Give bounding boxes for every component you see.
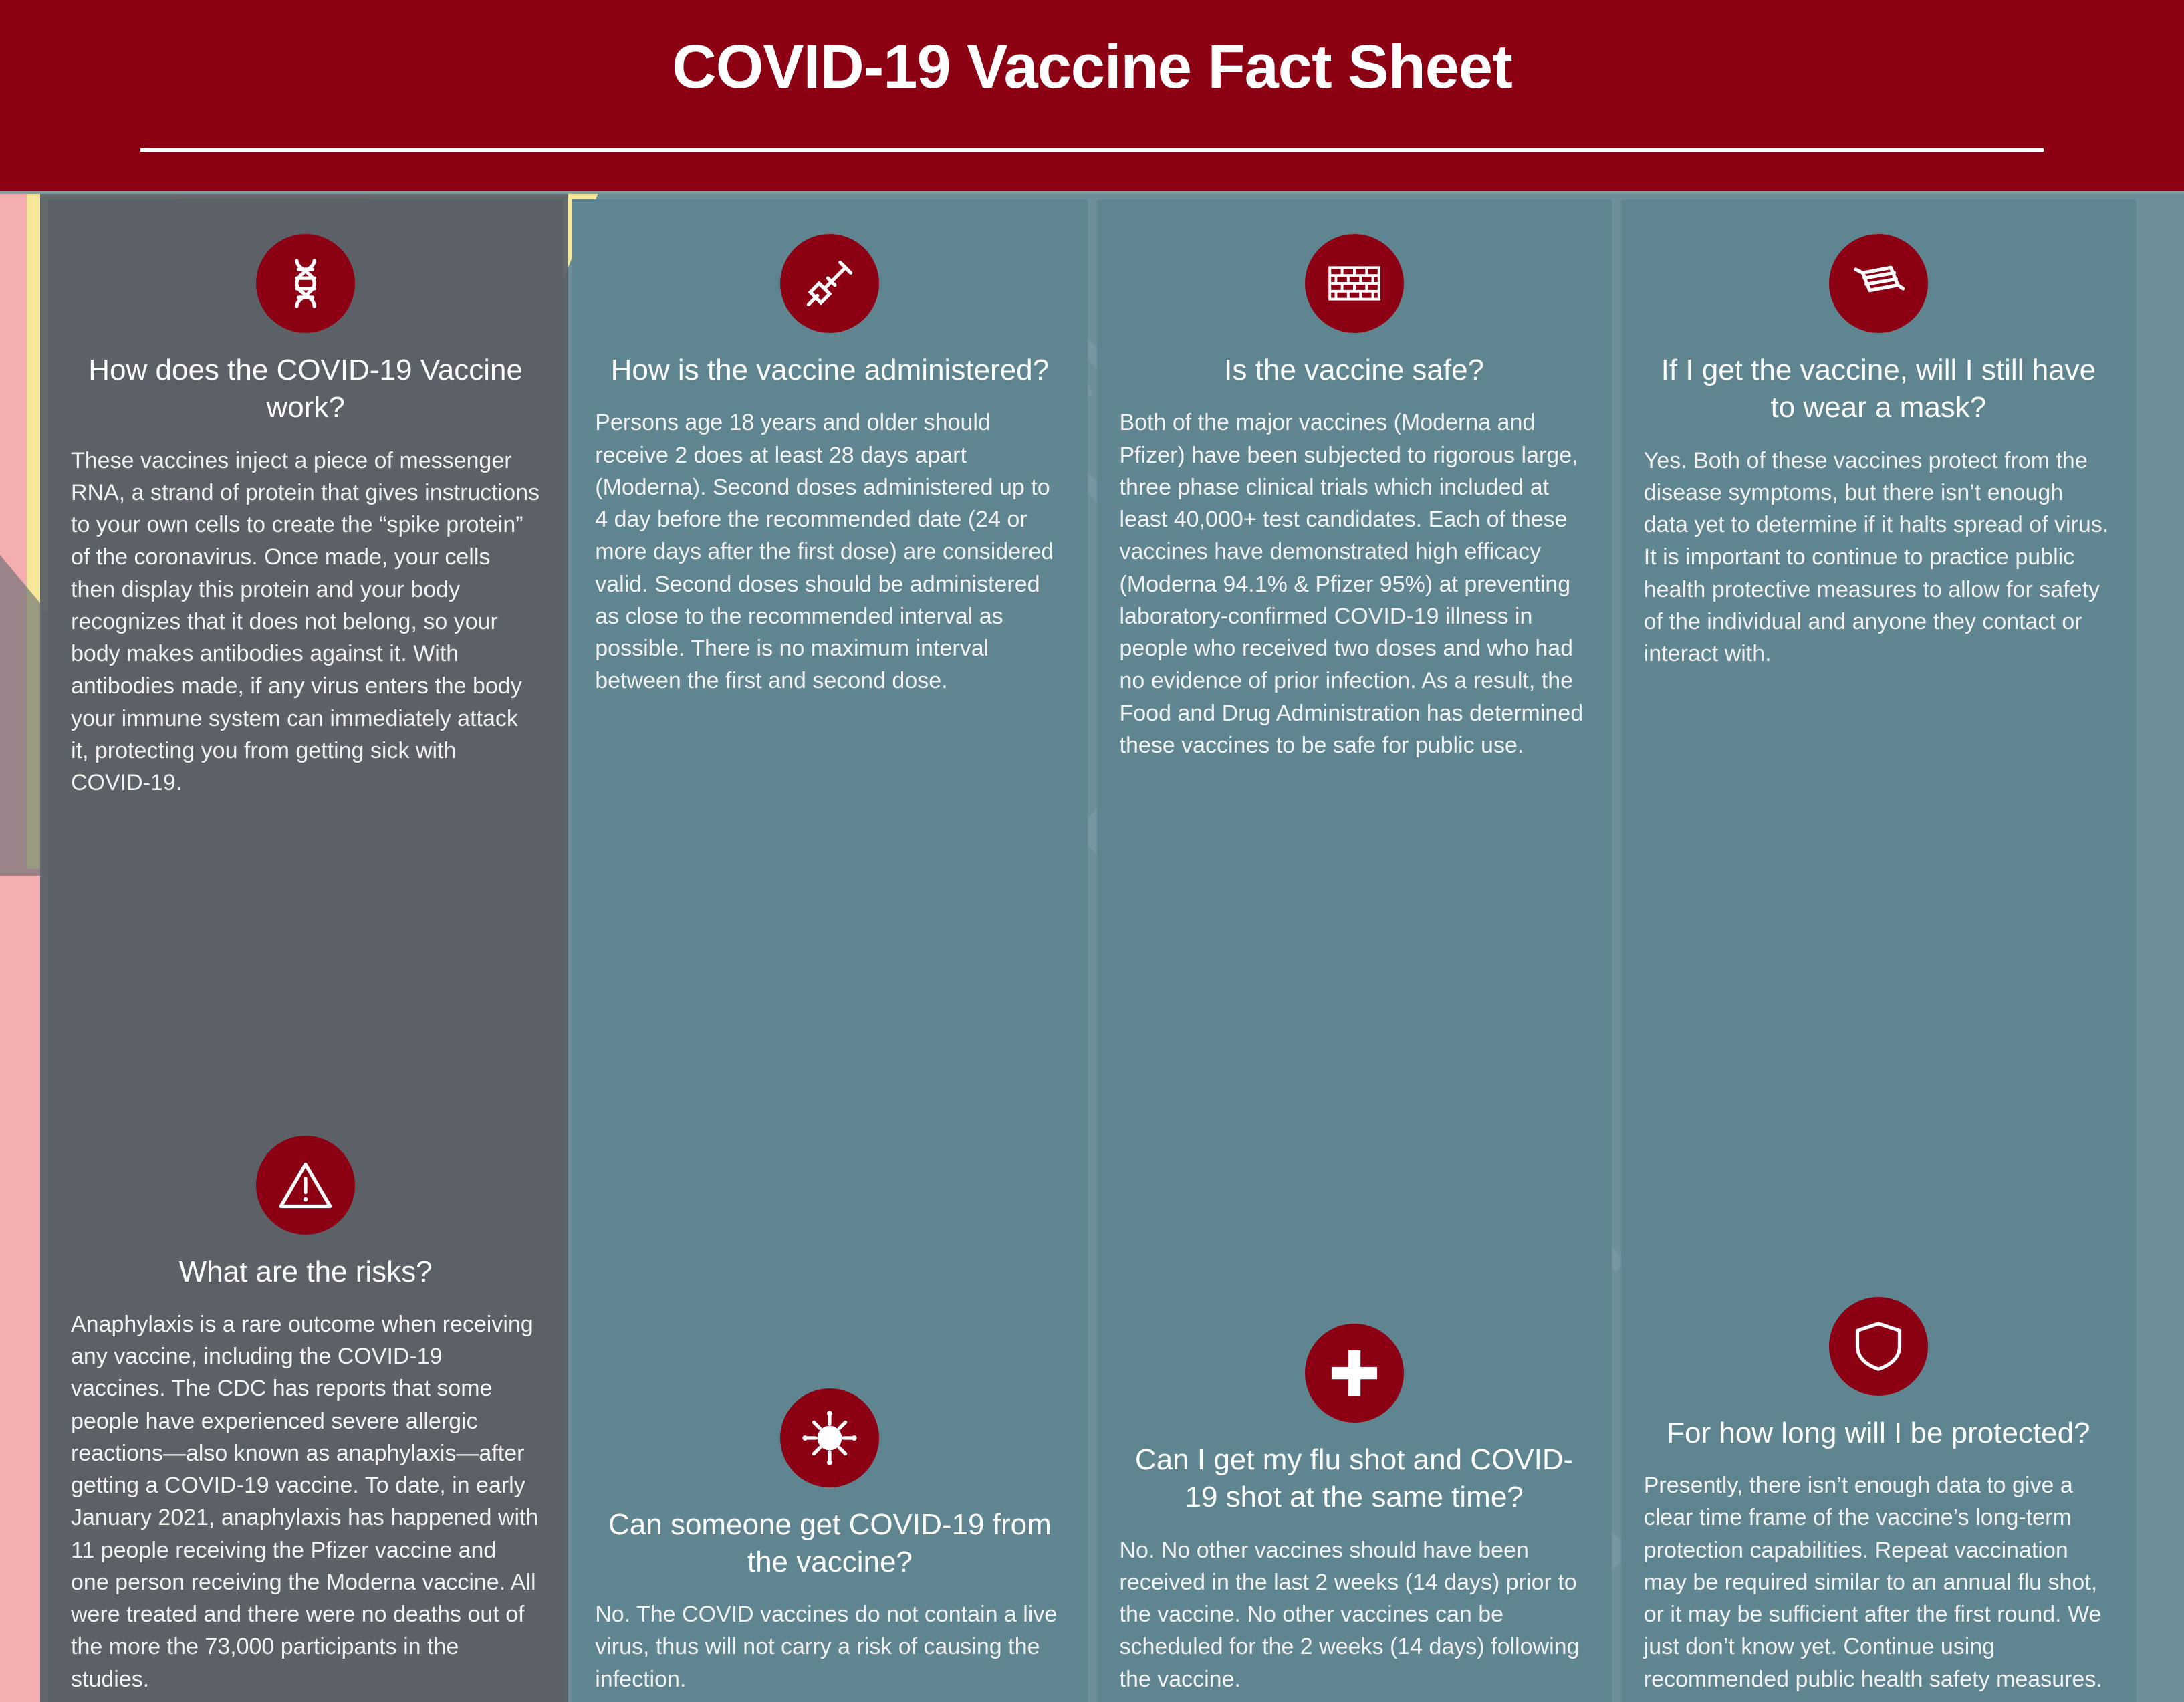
header-divider bbox=[140, 148, 2044, 152]
faq-card bbox=[1097, 1289, 1612, 1702]
faq-question: What are the risks? bbox=[178, 1255, 433, 1288]
card-spacer bbox=[48, 806, 563, 1101]
column-1 bbox=[48, 199, 563, 1702]
virus-icon bbox=[780, 1388, 879, 1487]
faq-question: How is the vaccine administered? bbox=[610, 354, 1050, 386]
faq-card bbox=[48, 1101, 563, 1702]
poster-header bbox=[0, 0, 2184, 191]
shield-icon bbox=[1829, 1297, 1928, 1396]
faq-card bbox=[1621, 1262, 2136, 1702]
icon-container bbox=[1644, 1297, 2113, 1396]
dna-helix-icon bbox=[256, 234, 355, 333]
face-mask-icon bbox=[1829, 234, 1928, 333]
icon-container bbox=[1644, 234, 2113, 333]
syringe-icon bbox=[780, 234, 879, 333]
icon-container bbox=[71, 234, 540, 333]
faq-card bbox=[572, 1354, 1087, 1702]
column-2 bbox=[572, 199, 1087, 1702]
faq-answer: No. No other vaccines should have been received in the last 2 weeks (14 days) prior to the vaccine. No other vaccines can be scheduled for the 2 weeks (14 days) following the vaccine. bbox=[1119, 1537, 1580, 1692]
faq-answer: These vaccines inject a piece of messenger RNA, a strand of protein that gives instructions to your own cells to create the “spike protein” of the coronavirus. Once made, your cells then display this protein and your body recognizes that it does not belong, so your body makes antibodies against it. With antibodies made, if any virus enters the body your immune system can immediately attack it, protecting you from getting sick with COVID-19. bbox=[71, 447, 540, 796]
faq-card bbox=[48, 199, 563, 806]
icon-container bbox=[1120, 1324, 1589, 1423]
faq-question: Can I get my flu shot and COVID-19 shot at the same time? bbox=[1134, 1443, 1574, 1514]
faq-answer: Persons age 18 years and older should receive 2 does at least 28 days apart (Moderna). Second doses administered up to 4 day before the recommended date (24 or more days after the first dose) are considered valid. Second doses should be administered as close to the recommended interval as possible. There is no maximum interval between the first and second dose. bbox=[595, 410, 1054, 694]
faq-question: For how long will I be protected? bbox=[1667, 1416, 2090, 1449]
faq-card bbox=[572, 199, 1087, 704]
icon-container bbox=[1120, 234, 1589, 333]
faq-question: If I get the vaccine, will I still have to wear a mask? bbox=[1661, 354, 2096, 424]
column-3 bbox=[1097, 199, 1612, 1702]
faq-question: Is the vaccine safe? bbox=[1224, 354, 1485, 386]
page-title: COVID-19 Vaccine Fact Sheet bbox=[672, 33, 1512, 101]
icon-container bbox=[71, 1136, 540, 1235]
icon-container bbox=[595, 1388, 1064, 1487]
card-spacer bbox=[1621, 677, 2136, 1261]
column-4 bbox=[1621, 199, 2136, 1702]
faq-question: Can someone get COVID-19 from the vaccine? bbox=[608, 1507, 1052, 1578]
faq-answer: Presently, there isn’t enough data to give a clear time frame of the vaccine’s long-term protection capabilities. Repeat vaccination may be required similar to an annual flu shot, or it may be sufficient after the first round. We just don’t know yet. Continue using recommended public health safety measures. bbox=[1643, 1473, 2102, 1692]
faq-answer: Yes. Both of these vaccines protect from the disease symptoms, but there isn’t enough data yet to determine if it halts spread of virus. It is important to continue to practice public health protective measures to allow for safety of the individual and anyone they contact or interact with. bbox=[1643, 447, 2109, 667]
medical-cross-icon bbox=[1305, 1324, 1404, 1423]
faq-answer: No. The COVID vaccines do not contain a live virus, thus will not carry a risk of causing the infection. bbox=[595, 1602, 1058, 1692]
faq-question: How does the COVID-19 Vaccine work? bbox=[88, 354, 523, 424]
faq-answer: Anaphylaxis is a rare outcome when receiving any vaccine, including the COVID-19 vaccines. The CDC has reports that some people have experienced severe allergic reactions—also known as anaphylaxis—after getting a COVID-19 vaccine. To date, in early January 2021, anaphylaxis has happened with 11 people receiving the Pfizer vaccine and one person receiving the Moderna vaccine. All were treated and there were no deaths out of the more the 73,000 participants in the studies. bbox=[71, 1311, 539, 1692]
brick-wall-icon bbox=[1305, 234, 1404, 333]
faq-answer: Both of the major vaccines (Moderna and Pfizer) have been subjected to rigorous large, three phase clinical trials which included at least 40,000+ test candidates. Each of these vaccines have demonstrated high efficacy (Moderna 94.1% & Pfizer 95%) at preventing laboratory-confirmed COVID-19 illness in people who received two doses and who had no evidence of prior infection. As a result, the Food and Drug Administration has determined these vaccines to be safe for public use. bbox=[1119, 410, 1584, 758]
warning-triangle-icon bbox=[256, 1136, 355, 1235]
card-spacer bbox=[1097, 768, 1612, 1289]
card-spacer bbox=[572, 704, 1087, 1354]
faq-card bbox=[1621, 199, 2136, 677]
icon-container bbox=[595, 234, 1064, 333]
columns-container bbox=[0, 199, 2184, 1702]
faq-card bbox=[1097, 199, 1612, 768]
